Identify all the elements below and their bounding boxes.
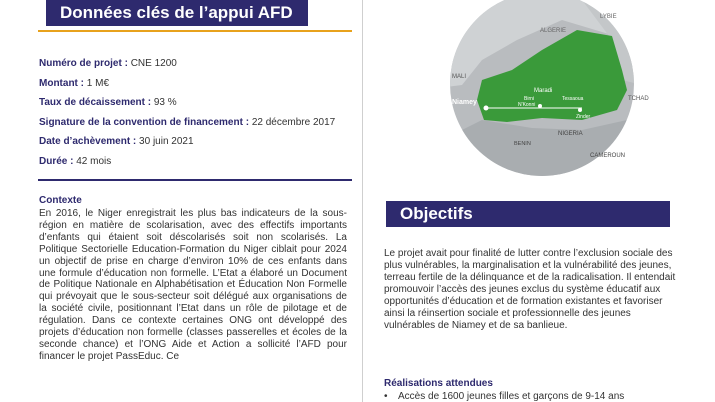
fact-label: Montant [39,77,78,89]
key-facts-list [39,58,359,175]
fact-disbursement-rate: Taux de décaissement : 93 % [39,97,177,108]
fact-label: Signature de la convention de financement [39,116,243,128]
fact-value: CNE 1200 [130,58,177,69]
map-label-benin: BENIN [514,141,531,147]
nigeria-region [422,120,662,180]
fact-duration: Durée : 42 mois [39,155,112,167]
map-label-birni: Birni [524,96,535,102]
fact-value: 42 mois [76,155,112,167]
fact-value: 93 % [153,97,177,108]
expected-result-text: Accès de 1600 jeunes filles et garçons de 9-14 ans [398,391,625,402]
map-label-zinder: Zinder [576,114,591,120]
facts-divider [38,179,352,181]
fact-value: 1 M€ [86,77,110,89]
expected-result-item [384,391,624,402]
objectives-column [372,0,715,402]
map-label-niamey: Niamey [452,99,477,106]
column-divider [362,0,363,402]
fact-label: Durée [39,155,68,167]
bullet-icon: • [384,391,388,402]
fact-completion-date: Date d’achèvement : 30 juin 2021 [39,136,194,147]
niamey-marker [484,106,489,111]
fact-label: Date d’achèvement [39,136,131,147]
fact-label: Numéro de projet [39,58,122,69]
map-label-maradi: Maradi [534,88,553,94]
fact-value: 22 décembre 2017 [251,116,336,128]
map-label-nigeria: NIGERIA [558,131,583,137]
map-label-nkonni: N'Konni [518,102,536,108]
map-label-tessaoua: Tessaoua [562,96,584,102]
fact-value: 30 juin 2021 [139,136,194,147]
zinder-marker [578,108,582,112]
map-label-mali: MALI [452,74,467,80]
fact-amount: Montant : 1 M€ [39,77,110,89]
maradi-marker [538,104,542,108]
fact-signature-date: Signature de la convention de financement : 22 décembre 2017 [39,116,336,128]
map-label-libye: LYBIE [600,14,617,20]
expected-results-title: Réalisations attendues [384,378,493,389]
objectives-paragraph: Le projet avait pour finalité de lutter contre l’exclusion sociale des plus vulnérables, la marginalisation et la vulnérabilité des jeunes, terreau fertile de la délinquance et de la radicalisation. Il entendait promouvoir l’accès des jeunes exclus du système éducatif aux opportunités d’éducation et de formation existantes et favoriser ainsi la réinsertion sociale et professionnelle des jeunes vulnérables de Niamey et de sa banlieue. [384,248,676,331]
fact-project-number: Numéro de projet : CNE 1200 [39,58,177,69]
map-label-cameroun: CAMEROUN [590,153,626,159]
context-paragraph: En 2016, le Niger enregistrait les plus bas indicateurs de la sous-région en matière de scolarisation, avec des effectifs importants d’enfants qui étaient soit déscolarisés soit non scolarisés. La Politique Sectorielle Education-Formation du Niger ciblait pour 2024 un objectif de prise en charge d’environ 10% de ces enfants dans une formule d’éducation non formelle. L’Etat a élaboré un Document de Politique Nationale en Alphabétisation et Éducation Non Formelle qui prévoyait que le sous-secteur soit délégué aux organisations de la société civile, positionnant l’Etat dans un rôle de pilotage et de régulation. Dans ce contexte certaines ONG ont développé des projets d’éducation non formelle (classes passerelles et écoles de la seconde chance) et l’ONG Aide et Action a sollicité l’AFD pour financer le projet PassEduc. Ce [39,208,347,362]
key-data-header: Données clés de l’appui AFD [46,0,308,26]
objectives-header: Objectifs [386,201,670,227]
context-title: Contexte [39,195,82,206]
map-label-tchad: TCHAD [628,96,649,102]
header-underline [38,30,352,32]
fact-label: Taux de décaissement [39,97,145,108]
map-label-algerie: ALGERIE [540,28,567,34]
niger-map [422,0,662,180]
